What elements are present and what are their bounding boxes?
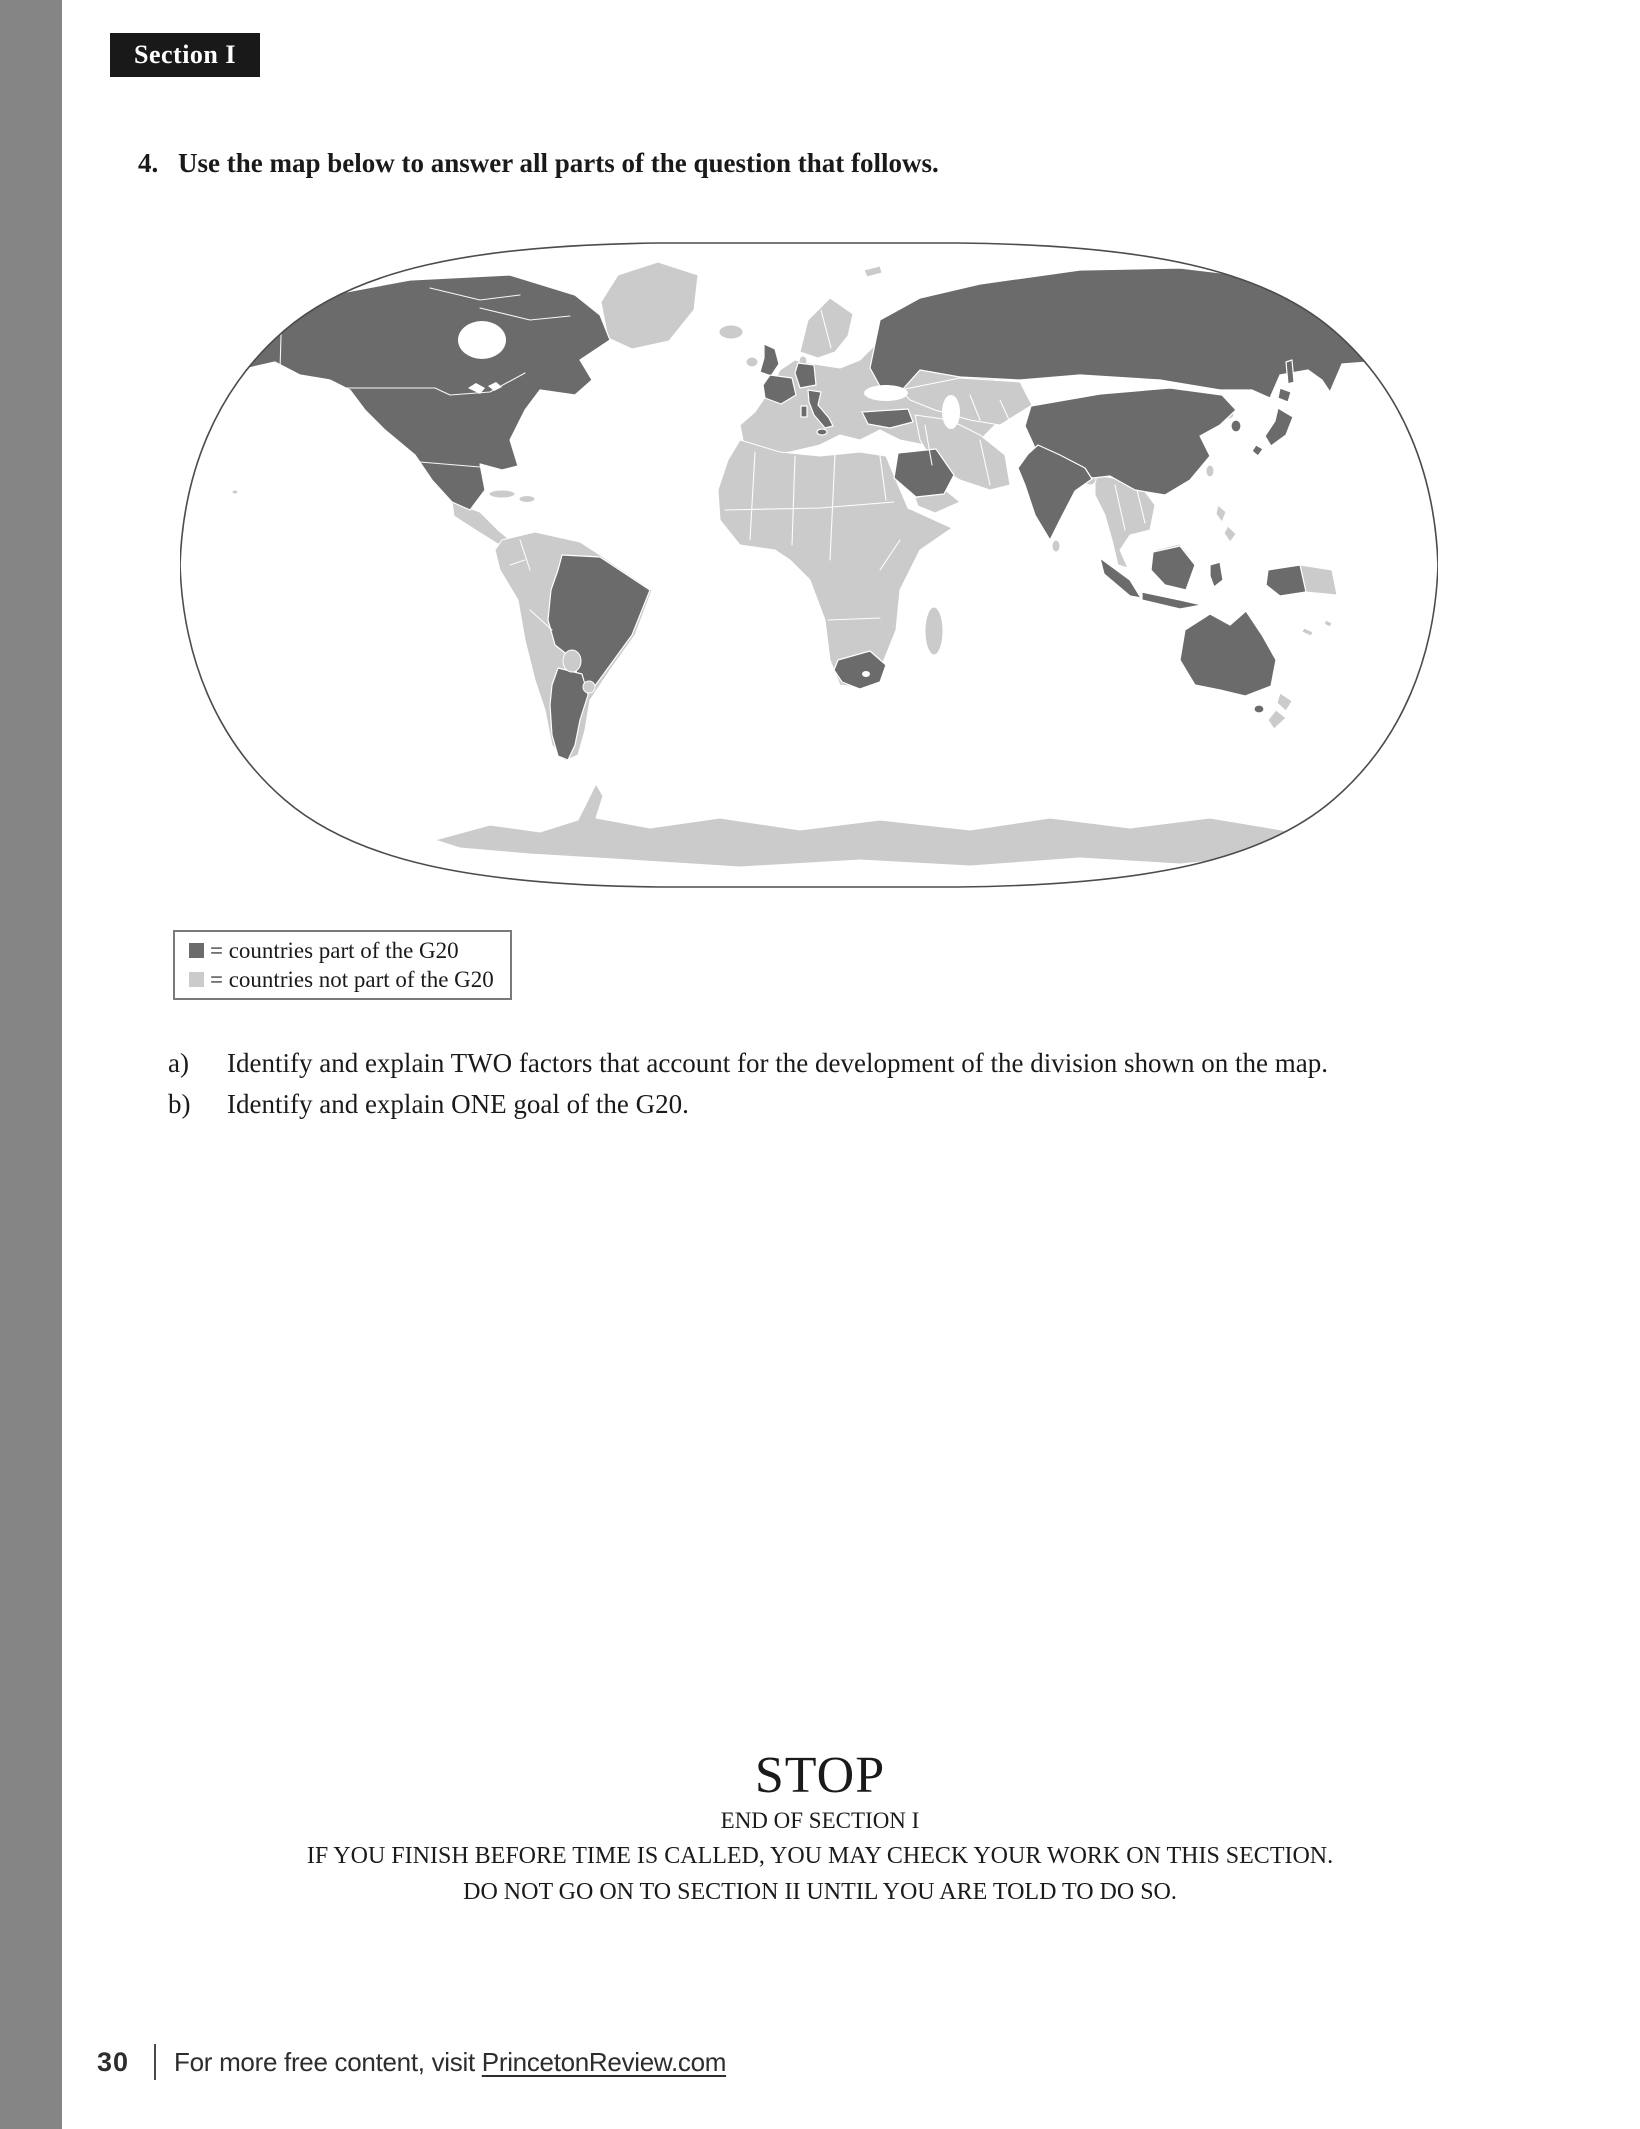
country-south-korea: [1231, 420, 1241, 432]
pacific-islands: [1302, 620, 1332, 636]
world-map-svg: [180, 240, 1438, 890]
region-central-america: [452, 502, 511, 544]
country-indonesia-papua: [1266, 565, 1306, 596]
island-sicily: [817, 429, 827, 435]
question-part-a: [168, 1048, 1328, 1079]
island-sri-lanka: [1052, 540, 1060, 552]
svalbard-islands: [864, 266, 882, 277]
country-australia: [1180, 611, 1276, 696]
caspian-sea: [942, 395, 960, 429]
question-prompt: Use the map below to answer all parts of the question that follows.: [178, 148, 939, 178]
islands-philippines: [1216, 505, 1236, 542]
country-greenland: [601, 262, 698, 349]
section-label-box: [110, 33, 260, 77]
legend-row-non-g20: [189, 967, 510, 993]
stop-instruction-2: DO NOT GO ON TO SECTION II UNTIL YOU ARE TOLD TO DO SO.: [463, 1879, 1177, 1905]
legend-row-g20: [189, 938, 510, 964]
stop-title: STOP: [754, 1747, 886, 1804]
question-part-b: [168, 1089, 1328, 1120]
page-footer: [97, 2042, 726, 2082]
island-hawaii: [232, 490, 238, 494]
part-b-text: Identify and explain ONE goal of the G20.: [227, 1089, 689, 1119]
legend-label-g20: = countries part of the G20: [210, 937, 459, 963]
map-legend: [173, 930, 512, 1000]
country-uruguay: [583, 681, 595, 693]
island-hispaniola: [519, 496, 535, 503]
country-indonesia-java: [1142, 592, 1202, 609]
section-label: Section I: [134, 40, 236, 69]
part-a-text: Identify and explain TWO factors that account for the development of the division shown on the map.: [227, 1048, 1328, 1078]
hudson-bay: [458, 321, 506, 359]
country-indonesia-sulawesi: [1210, 562, 1223, 587]
country-lesotho: [862, 671, 870, 677]
black-sea: [864, 385, 908, 401]
island-tasmania: [1254, 705, 1264, 713]
country-germany: [795, 363, 816, 388]
country-new-zealand: [1268, 693, 1292, 729]
island-sakhalin: [1286, 360, 1294, 384]
footer-text-static: For more free content, visit: [174, 2046, 482, 2077]
island-taiwan: [1206, 465, 1214, 477]
island-cuba: [489, 490, 515, 498]
left-gray-strip: [0, 0, 62, 2129]
country-ireland: [746, 357, 758, 367]
country-united-kingdom: [760, 344, 779, 376]
region-north-america-g20: [194, 275, 610, 510]
part-b-label: b): [168, 1089, 191, 1119]
stop-end-of-section: END OF SECTION I: [720, 1808, 920, 1833]
question-headline: [138, 148, 939, 179]
page-number: 30: [97, 2046, 130, 2077]
country-paraguay: [563, 650, 581, 672]
stop-instruction-1: IF YOU FINISH BEFORE TIME IS CALLED, YOU MAY CHECK YOUR WORK ON THIS SECTION.: [306, 1843, 1334, 1869]
country-argentina: [550, 668, 588, 760]
region-scandinavia: [800, 298, 853, 358]
legend-swatch-g20: [189, 943, 204, 958]
footer-divider: [154, 2044, 156, 2080]
island-sardinia: [801, 406, 807, 417]
stop-block: [62, 1748, 1578, 1906]
world-map: [180, 240, 1438, 890]
legend-swatch-non-g20: [189, 972, 204, 987]
legend-label-non-g20: = countries not part of the G20: [210, 966, 494, 992]
country-indonesia-kalimantan: [1151, 546, 1195, 590]
country-japan: [1252, 388, 1293, 456]
country-iceland: [719, 325, 743, 339]
question-number: 4.: [138, 148, 159, 178]
island-madagascar: [925, 607, 943, 655]
continent-antarctica: [435, 784, 1316, 867]
question-parts: [168, 1048, 1328, 1130]
footer-link[interactable]: PrincetonReview.com: [481, 2046, 727, 2077]
part-a-label: a): [168, 1048, 189, 1078]
footer-text: [174, 2047, 726, 2078]
